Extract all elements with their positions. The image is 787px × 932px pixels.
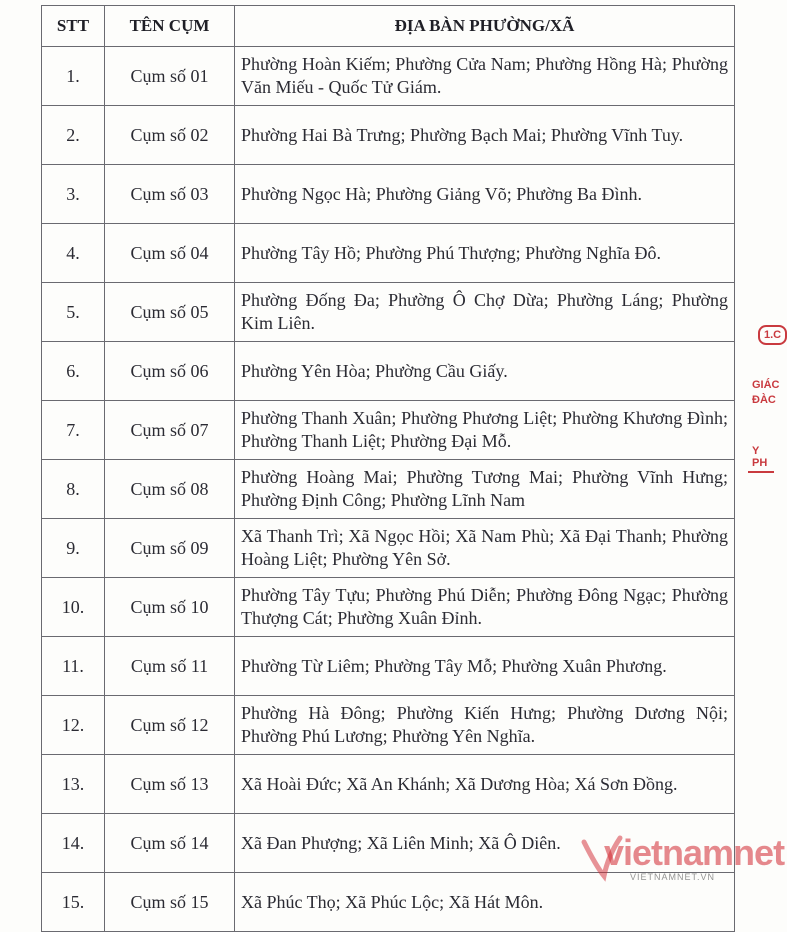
red-stamp-fragment-bottom: Y PH: [748, 445, 774, 473]
vietnamnet-watermark: [582, 832, 785, 886]
row-stt: 4.: [42, 224, 105, 283]
row-cluster-name: Cụm số 15: [105, 873, 235, 932]
table-row: [42, 637, 735, 696]
table-row: [42, 460, 735, 519]
row-cluster-name: Cụm số 12: [105, 696, 235, 755]
row-stt: 5.: [42, 283, 105, 342]
table-row: [42, 578, 735, 637]
row-cluster-name: Cụm số 14: [105, 814, 235, 873]
row-stt: 14.: [42, 814, 105, 873]
row-area: Xã Đan Phượng; Xã Liên Minh; Xã Ô Diên.: [235, 814, 735, 873]
table-row: [42, 106, 735, 165]
table-row: [42, 696, 735, 755]
stamp-line: ĐÀC: [752, 394, 776, 406]
row-stt: 15.: [42, 873, 105, 932]
row-area: Phường Hoàng Mai; Phường Tương Mai; Phường Vĩnh Hưng; Phường Định Công; Phường Lĩnh Nam: [235, 460, 735, 519]
header-area: ĐỊA BÀN PHƯỜNG/XÃ: [235, 6, 735, 47]
table-row: [42, 283, 735, 342]
table-row: [42, 755, 735, 814]
stamp-line: GIÁC: [752, 379, 780, 391]
row-area: Phường Hai Bà Trưng; Phường Bạch Mai; Phường Vĩnh Tuy.: [235, 106, 735, 165]
row-stt: 12.: [42, 696, 105, 755]
row-stt: 11.: [42, 637, 105, 696]
row-area: Xã Thanh Trì; Xã Ngọc Hồi; Xã Nam Phù; Xã Đại Thanh; Phường Hoàng Liệt; Phường Yên Sở.: [235, 519, 735, 578]
cluster-table: [41, 5, 735, 932]
table-row: [42, 224, 735, 283]
row-stt: 6.: [42, 342, 105, 401]
row-area: Phường Tây Tựu; Phường Phú Diễn; Phường Đông Ngạc; Phường Thượng Cát; Phường Xuân Đỉnh.: [235, 578, 735, 637]
row-stt: 1.: [42, 47, 105, 106]
row-cluster-name: Cụm số 02: [105, 106, 235, 165]
row-cluster-name: Cụm số 10: [105, 578, 235, 637]
row-cluster-name: Cụm số 13: [105, 755, 235, 814]
red-stamp-fragment-middle: [752, 378, 780, 408]
row-area: Xã Hoài Đức; Xã An Khánh; Xã Dương Hòa; Xá Sơn Đồng.: [235, 755, 735, 814]
row-stt: 3.: [42, 165, 105, 224]
header-cluster-name: TÊN CỤM: [105, 6, 235, 47]
row-cluster-name: Cụm số 11: [105, 637, 235, 696]
row-cluster-name: Cụm số 07: [105, 401, 235, 460]
row-area: Phường Hoàn Kiếm; Phường Cửa Nam; Phường Hồng Hà; Phường Văn Miếu - Quốc Tử Giám.: [235, 47, 735, 106]
row-cluster-name: Cụm số 06: [105, 342, 235, 401]
table-row: [42, 165, 735, 224]
table-row: [42, 519, 735, 578]
table-row: [42, 401, 735, 460]
row-area: Phường Tây Hồ; Phường Phú Thượng; Phường Nghĩa Đô.: [235, 224, 735, 283]
table-row: [42, 47, 735, 106]
row-stt: 7.: [42, 401, 105, 460]
header-stt: STT: [42, 6, 105, 47]
row-stt: 8.: [42, 460, 105, 519]
row-stt: 2.: [42, 106, 105, 165]
row-area: Phường Từ Liêm; Phường Tây Mỗ; Phường Xuân Phương.: [235, 637, 735, 696]
row-cluster-name: Cụm số 04: [105, 224, 235, 283]
row-stt: 9.: [42, 519, 105, 578]
table-row: [42, 342, 735, 401]
row-cluster-name: Cụm số 01: [105, 47, 235, 106]
row-cluster-name: Cụm số 09: [105, 519, 235, 578]
watermark-brand: vietnamnet: [604, 832, 785, 873]
row-cluster-name: Cụm số 03: [105, 165, 235, 224]
row-area: Phường Đống Đa; Phường Ô Chợ Dừa; Phường Láng; Phường Kim Liên.: [235, 283, 735, 342]
red-stamp-fragment-top: 1.C: [758, 325, 787, 345]
row-area: Phường Thanh Xuân; Phường Phương Liệt; Phường Khương Đình; Phường Thanh Liệt; Phường Đại Mỗ.: [235, 401, 735, 460]
row-cluster-name: Cụm số 05: [105, 283, 235, 342]
row-area: Xã Phúc Thọ; Xã Phúc Lộc; Xã Hát Môn.: [235, 873, 735, 932]
row-stt: 10.: [42, 578, 105, 637]
row-cluster-name: Cụm số 08: [105, 460, 235, 519]
row-stt: 13.: [42, 755, 105, 814]
row-area: Phường Hà Đông; Phường Kiến Hưng; Phường Dương Nội; Phường Phú Lương; Phường Yên Nghĩa.: [235, 696, 735, 755]
row-area: Phường Yên Hòa; Phường Cầu Giấy.: [235, 342, 735, 401]
table-header-row: [42, 6, 735, 47]
watermark-url: VIETNAMNET.VN: [630, 872, 716, 882]
row-area: Phường Ngọc Hà; Phường Giảng Võ; Phường Ba Đình.: [235, 165, 735, 224]
